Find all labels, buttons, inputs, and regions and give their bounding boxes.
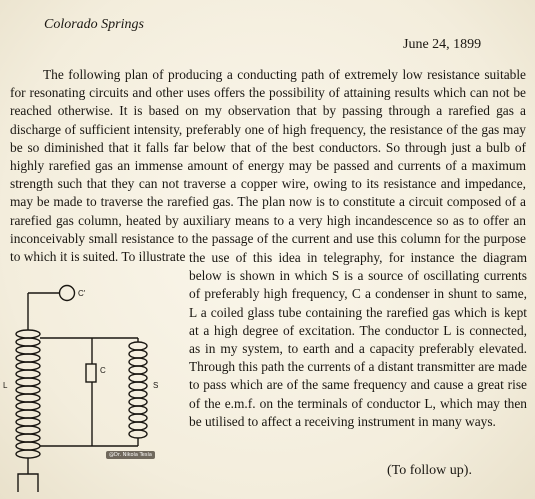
condenser-C <box>86 364 96 382</box>
body-paragraph-top <box>10 66 526 266</box>
label-source: S <box>153 381 159 390</box>
earth-plate <box>18 474 38 492</box>
coil-L <box>16 330 40 458</box>
header-place: Colorado Springs <box>44 17 144 32</box>
source-S <box>129 342 147 438</box>
elevated-capacity <box>60 286 75 301</box>
paragraph-wrap-text: the use of this idea in telegraphy, for instance the diagram below is shown in which S is a source of oscillating currents of preferably high frequency, C a condenser in shunt to same, L a coiled glass tube containing the rarefied gas which is kept at a high degree of excitation. The conductor L is connected, as in my system, to earth and a capacity preferably elevated. Through this path the currents of a distant transmitter are made to pass which are of the same frequency and cause a great rise of the e.m.f. on the terminals of conductor L, which may then be utilised to affect a receiving instrument in many ways. <box>189 250 527 429</box>
header-date: June 24, 1899 <box>403 37 482 52</box>
photo-credit-watermark: @Dr. Nikola Tesla <box>106 451 155 459</box>
circuit-diagram <box>0 278 185 493</box>
paragraph-top-text: The following plan of producing a conducting path of extremely low resistance suitable for resonating circuits and other uses offers the possibility of attaining results which can not be reached otherwise. It is based on my observation that by passing through a rarefied gas a discharge of sufficient intensity, preferably one of high frequency, the resistance of the gas may be so diminished that it falls far below that of the best conductors. So through just a bulb of highly rarefied gas an immense amount of energy may be passed and currents of a maximum strength such that they can not traverse a copper wire, owing to its resistance and impedance, may be made to traverse the rarefied gas. The plan now is to constitute a circuit composed of a rarefied gas column, heated by auxiliary means to a very high incandescence so as to offer an inconceivably small resistance to the passage of the current and use this column for the purpose to which it is suited. To illustrate <box>10 67 526 265</box>
closing-note: (To follow up). <box>387 463 472 478</box>
label-condenser: C <box>100 366 106 375</box>
body-paragraph-wrap <box>189 249 527 431</box>
label-coil: L <box>3 381 8 390</box>
label-capacity: C' <box>78 289 86 298</box>
